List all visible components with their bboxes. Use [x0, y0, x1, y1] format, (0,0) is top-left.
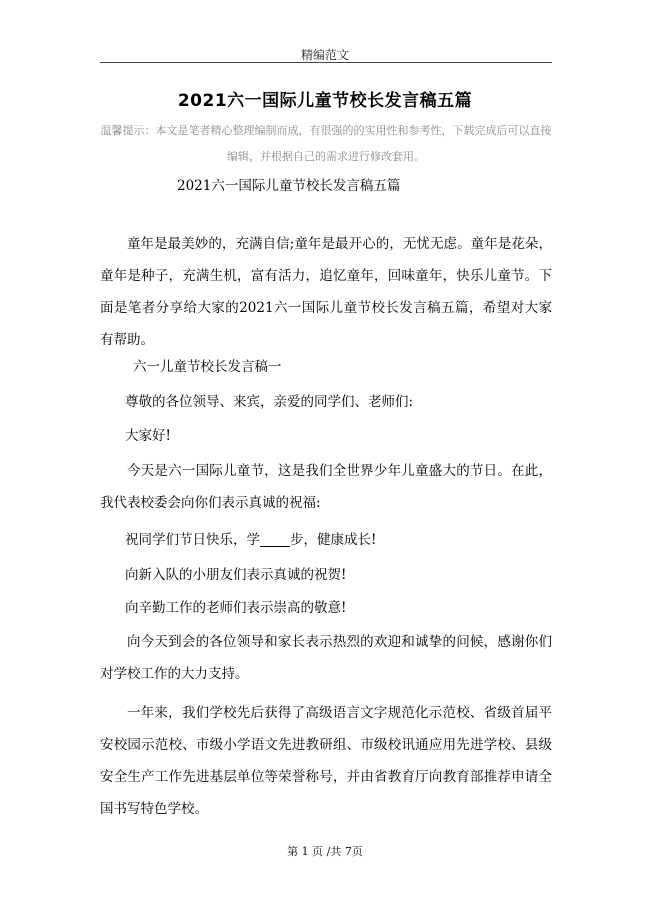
thanks-paragraph: 向今天到会的各位领导和家长表示热烈的欢迎和诚挚的问候，感谢你们对学校工作的大力支持。 — [100, 634, 552, 682]
wish-line-1 — [125, 530, 376, 550]
wish-1-text-after: 步，健康成长! — [290, 532, 377, 548]
header-divider — [100, 62, 552, 63]
intro-paragraph: 童年是最美妙的，充满自信;童年是最开心的，无忧无虑。童年是花朵，童年是种子，充满生机，富有活力，追忆童年，回味童年，快乐儿童节。下面是笔者分享给大家的2021六一国际儿童节校长发言稿五篇，希望对大家有帮助。 — [100, 236, 552, 348]
document-title: 2021六一国际儿童节校长发言稿五篇 — [177, 91, 473, 111]
greeting-line: 尊敬的各位领导、来宾，亲爱的同学们、老师们: — [125, 394, 414, 410]
subtitle: 2021六一国际儿童节校长发言稿五篇 — [177, 178, 401, 194]
wish-line-2: 向新入队的小朋友们表示真诚的祝贺! — [125, 567, 347, 583]
year-paragraph: 一年来，我们学校先后获得了高级语言文字规范化示范校、省级首届平安校园示范校、市级小学语文先进教研组、市级校讯通应用先进学校、县级安全生产工作先进基层单位等荣誉称号，并由省教育厅向教育部推荐申请全国书写特色学校。 — [100, 705, 552, 817]
today-paragraph: 今天是六一国际儿童节，这是我们全世界少年儿童盛大的节日。在此，我代表校委会向你们表示真诚的祝福: — [100, 463, 552, 511]
fill-in-blank — [260, 532, 290, 547]
hello-line: 大家好! — [125, 428, 171, 444]
page-footer: 第 1 页 /共 7页 — [287, 845, 363, 858]
wish-line-3: 向辛勤工作的老师们表示崇高的敬意! — [125, 600, 347, 616]
section-heading: 六一儿童节校长发言稿一 — [133, 359, 282, 375]
tip-note: 温馨提示：本文是笔者精心整理编制而成，有很强的的实用性和参考性，下载完成后可以直接编辑，并根据自己的需求进行修改套用。 — [100, 124, 552, 163]
wish-1-text-before: 祝同学们节日快乐，学 — [125, 532, 260, 548]
header-text: 精编范文 — [300, 48, 349, 62]
